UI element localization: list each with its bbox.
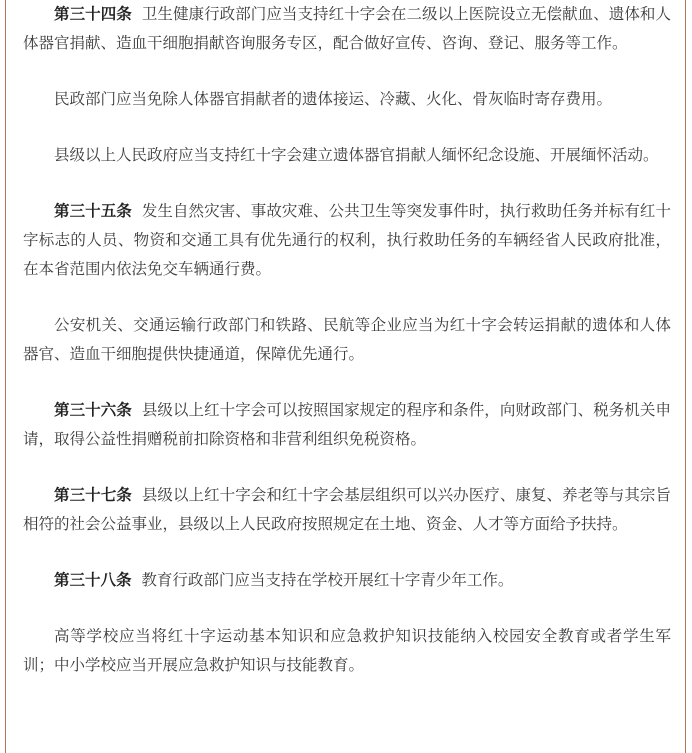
- paragraph-text: 教育行政部门应当支持在学校开展红十字青少年工作。: [141, 571, 514, 589]
- paragraph-text: 公安机关、交通运输行政部门和铁路、民航等企业应当为红十字会转运捐献的遗体和人体器官、造血干细胞提供快捷通道，保障优先通行。: [23, 316, 671, 363]
- paragraph-civil-affairs: [23, 85, 671, 114]
- paragraph-text: 高等学校应当将红十字运动基本知识和应急救护知识技能纳入校园安全教育或者学生军训；中小学校应当开展应急救护知识与技能教育。: [23, 627, 671, 674]
- paragraph-transport: [23, 311, 671, 369]
- article-number: 第三十四条: [54, 5, 132, 23]
- paragraph-text: 发生自然灾害、事故灾难、公共卫生等突发事件时，执行救助任务并标有红十字标志的人员、物资和交通工具有优先通行的权利，执行救助任务的车辆经省人民政府批准，在本省范围内依法免交车辆通行费。: [23, 202, 671, 278]
- paragraph-text: 卫生健康行政部门应当支持红十字会在二级以上医院设立无偿献血、遗体和人体器官捐献、造血干细胞捐献咨询服务专区，配合做好宣传、咨询、登记、服务等工作。: [23, 5, 671, 52]
- paragraph-text: 县级以上人民政府应当支持红十字会建立遗体器官捐献人缅怀纪念设施、开展缅怀活动。: [54, 146, 659, 164]
- paragraph-article-36: [23, 396, 671, 454]
- paragraph-text: 县级以上红十字会和红十字会基层组织可以兴办医疗、康复、养老等与其宗旨相符的社会公益事业，县级以上人民政府按照规定在土地、资金、人才等方面给予扶持。: [23, 486, 671, 533]
- paragraph-article-37: [23, 481, 671, 539]
- paragraph-higher-education: [23, 622, 671, 680]
- paragraph-article-34: [23, 0, 671, 58]
- paragraph-text: 县级以上红十字会可以按照国家规定的程序和条件，向财政部门、税务机关申请，取得公益性捐赠税前扣除资格和非营利组织免税资格。: [23, 401, 671, 448]
- paragraph-text: 民政部门应当免除人体器官捐献者的遗体接运、冷藏、火化、骨灰临时寄存费用。: [54, 90, 613, 108]
- paragraph-article-35: [23, 197, 671, 284]
- article-number: 第三十五条: [54, 202, 132, 220]
- paragraph-memorial: [23, 141, 671, 170]
- article-number: 第三十八条: [54, 571, 132, 589]
- paragraph-article-38: [23, 566, 671, 595]
- article-number: 第三十六条: [54, 401, 132, 419]
- document-body: [23, 0, 671, 680]
- article-number: 第三十七条: [54, 486, 132, 504]
